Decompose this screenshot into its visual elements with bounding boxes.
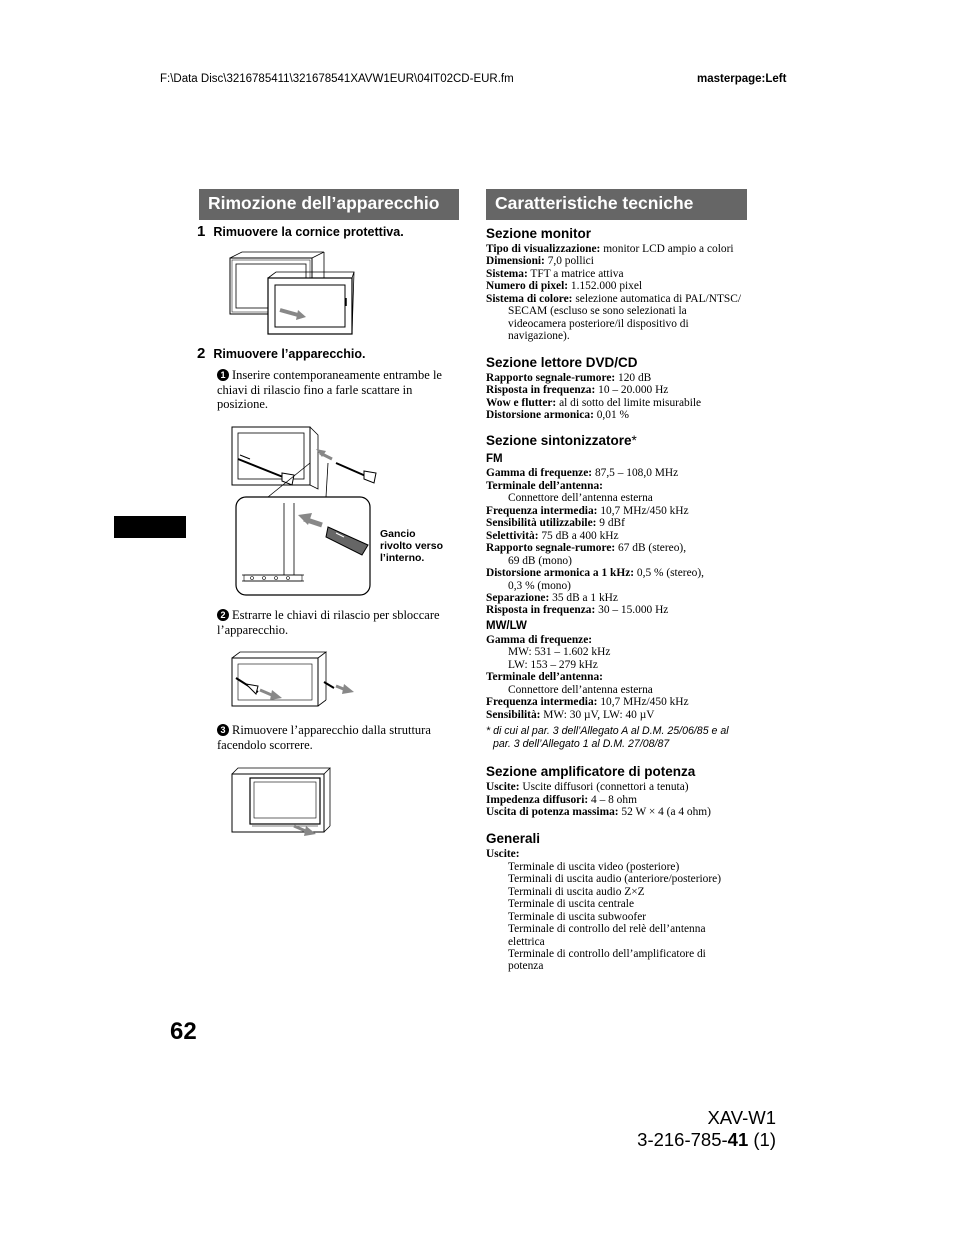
callout-line: Gancio [380,528,416,540]
spec-row: Terminale dell’antenna: [486,479,603,492]
part-code: 3-216-785-41 (1) [637,1129,776,1150]
spec-cont: Terminale di uscita video (posteriore) [508,860,680,873]
section-title-removal: Rimozione dell’apparecchio [199,189,459,220]
spec-row: Rapporto segnale-rumore: 67 dB (stereo), [486,542,687,555]
spec-row: Uscite: Uscite diffusori (connettori a tenuta) [486,781,689,794]
spec-cont: SECAM (escluso se sono selezionati la [508,305,687,318]
page-number: 62 [170,1018,197,1045]
spec-row: Connettore dell’antenna esterna [508,683,653,696]
footnote: * di cui al par. 3 dell’Allegato A al D.M. 25/06/85 e al par. 3 dell’Allegato 1 al D.M. 27/08/87 [486,725,729,751]
spec-row: Sensibilità utilizzabile: 9 dBf [486,517,625,530]
spec-cont: videocamera posteriore/il dispositivo di [508,317,689,330]
spec-cont: navigazione). [508,330,570,343]
fm-specs [486,467,756,616]
spec-row: Selettività: 75 dB a 400 kHz [486,529,619,542]
model-name: XAV-W1 [707,1107,776,1128]
spec-row: Sistema: TFT a matrice attiva [486,267,624,280]
spec-cont: Terminale di uscita centrale [508,898,635,911]
step-number: 1 [197,223,206,240]
substep-2 [217,608,462,637]
spec-row: Frequenza intermedia: 10,7 MHz/450 kHz [486,504,689,517]
illustration-insert-keys [228,425,388,600]
step-title: Rimuovere l’apparecchio. [213,347,366,361]
spec-row: Gamma di frequenze: [486,633,593,646]
spec-row: Distorsione armonica: 0,01 % [486,408,630,421]
specs-body [486,226,756,973]
heading-amplifier: Sezione amplificatore di potenza [486,764,696,780]
spec-row: Rapporto segnale-rumore: 120 dB [486,371,652,384]
substep-number: 2 [217,609,229,621]
heading-tuner: Sezione sintonizzatore* [486,433,637,449]
substep-3 [217,723,462,752]
spec-cont: Terminale di uscita subwoofer [508,910,647,923]
substep-text: Inserire contemporaneamente entrambe le chiavi di rilascio fino a farle scattare in posizione. [217,368,442,411]
spec-row: Sistema di colore: selezione automatica di PAL/NTSC/ [486,292,741,305]
spec-row: 0,3 % (mono) [508,579,571,592]
spec-row: Numero di pixel: 1.152.000 pixel [486,280,643,293]
mw-specs [486,634,756,721]
spec-label: Uscite: [486,848,520,861]
substep-number: 1 [217,369,229,381]
illustration-slide-unit [228,764,338,840]
spec-row: Sensibilità: MW: 30 µV, LW: 40 µV [486,708,655,721]
spec-row: Tipo di visualizzazione: monitor LCD ampio a colori [486,243,734,255]
spec-row: Wow e flutter: al di sotto del limite misurabile [486,396,702,409]
step-1 [197,223,404,241]
callout-line: l’interno. [380,552,425,564]
heading-fm: FM [486,453,503,466]
substep-1 [217,368,462,412]
spec-row: Uscita di potenza massima: 52 W × 4 (a 4 ohm) [486,805,711,818]
spec-cont: Terminali di uscita audio (anteriore/posteriore) [508,873,722,886]
spec-row: Dimensioni: 7,0 pollici [486,255,594,268]
illustration-remove-frame [228,250,358,336]
spec-row: Gamma di frequenze: 87,5 – 108,0 MHz [486,467,679,480]
step-title: Rimuovere la cornice protettiva. [213,225,404,239]
spec-row: Impedenza diffusori: 4 – 8 ohm [486,793,637,806]
section-tab [114,516,186,538]
heading-dvd: Sezione lettore DVD/CD [486,354,638,370]
spec-row: Terminale dell’antenna: [486,671,603,684]
spec-row: Risposta in frequenza: 30 – 15.000 Hz [486,604,669,617]
step-2 [197,345,365,363]
masterpage-label: masterpage:Left [697,73,787,85]
spec-row: Risposta in frequenza: 10 – 20.000 Hz [486,384,669,397]
amp-specs [486,781,756,818]
step-number: 2 [197,345,206,362]
monitor-specs [486,243,756,343]
spec-row: MW: 531 – 1.602 kHz [508,646,611,659]
dvd-specs [486,372,756,422]
spec-cont: Terminali di uscita audio Z×Z [508,885,645,898]
file-path: F:\Data Disc\3216785411\321678541XAVW1EUR\04IT02CD-EUR.fm [160,73,514,85]
heading-mwlw: MW/LW [486,619,527,632]
substep-text: Rimuovere l’apparecchio dalla struttura facendolo scorrere. [217,723,431,752]
spec-cont: Terminale di controllo del relè dell’antenna [508,923,706,936]
general-specs [486,848,756,973]
spec-cont: elettrica [508,935,545,948]
illustration-pull-keys [228,648,358,710]
spec-row: Frequenza intermedia: 10,7 MHz/450 kHz [486,696,689,709]
substep-text: Estrarre le chiavi di rilascio per sbloccare l’apparecchio. [217,608,440,637]
spec-row: LW: 153 – 279 kHz [508,658,598,671]
spec-row: 69 dB (mono) [508,554,572,567]
spec-row: Separazione: 35 dB a 1 kHz [486,591,618,604]
callout-hook [380,528,443,564]
spec-cont: Terminale di controllo dell’amplificatore di [508,948,706,961]
substep-number: 3 [217,724,229,736]
spec-cont: potenza [508,960,544,973]
heading-general: Generali [486,831,541,847]
section-title-specs: Caratteristiche tecniche [486,189,747,220]
callout-line: rivolto verso [380,540,444,552]
spec-row: Connettore dell’antenna esterna [508,492,653,505]
spec-row: Distorsione armonica a 1 kHz: 0,5 % (stereo), [486,567,704,580]
heading-monitor: Sezione monitor [486,226,592,241]
